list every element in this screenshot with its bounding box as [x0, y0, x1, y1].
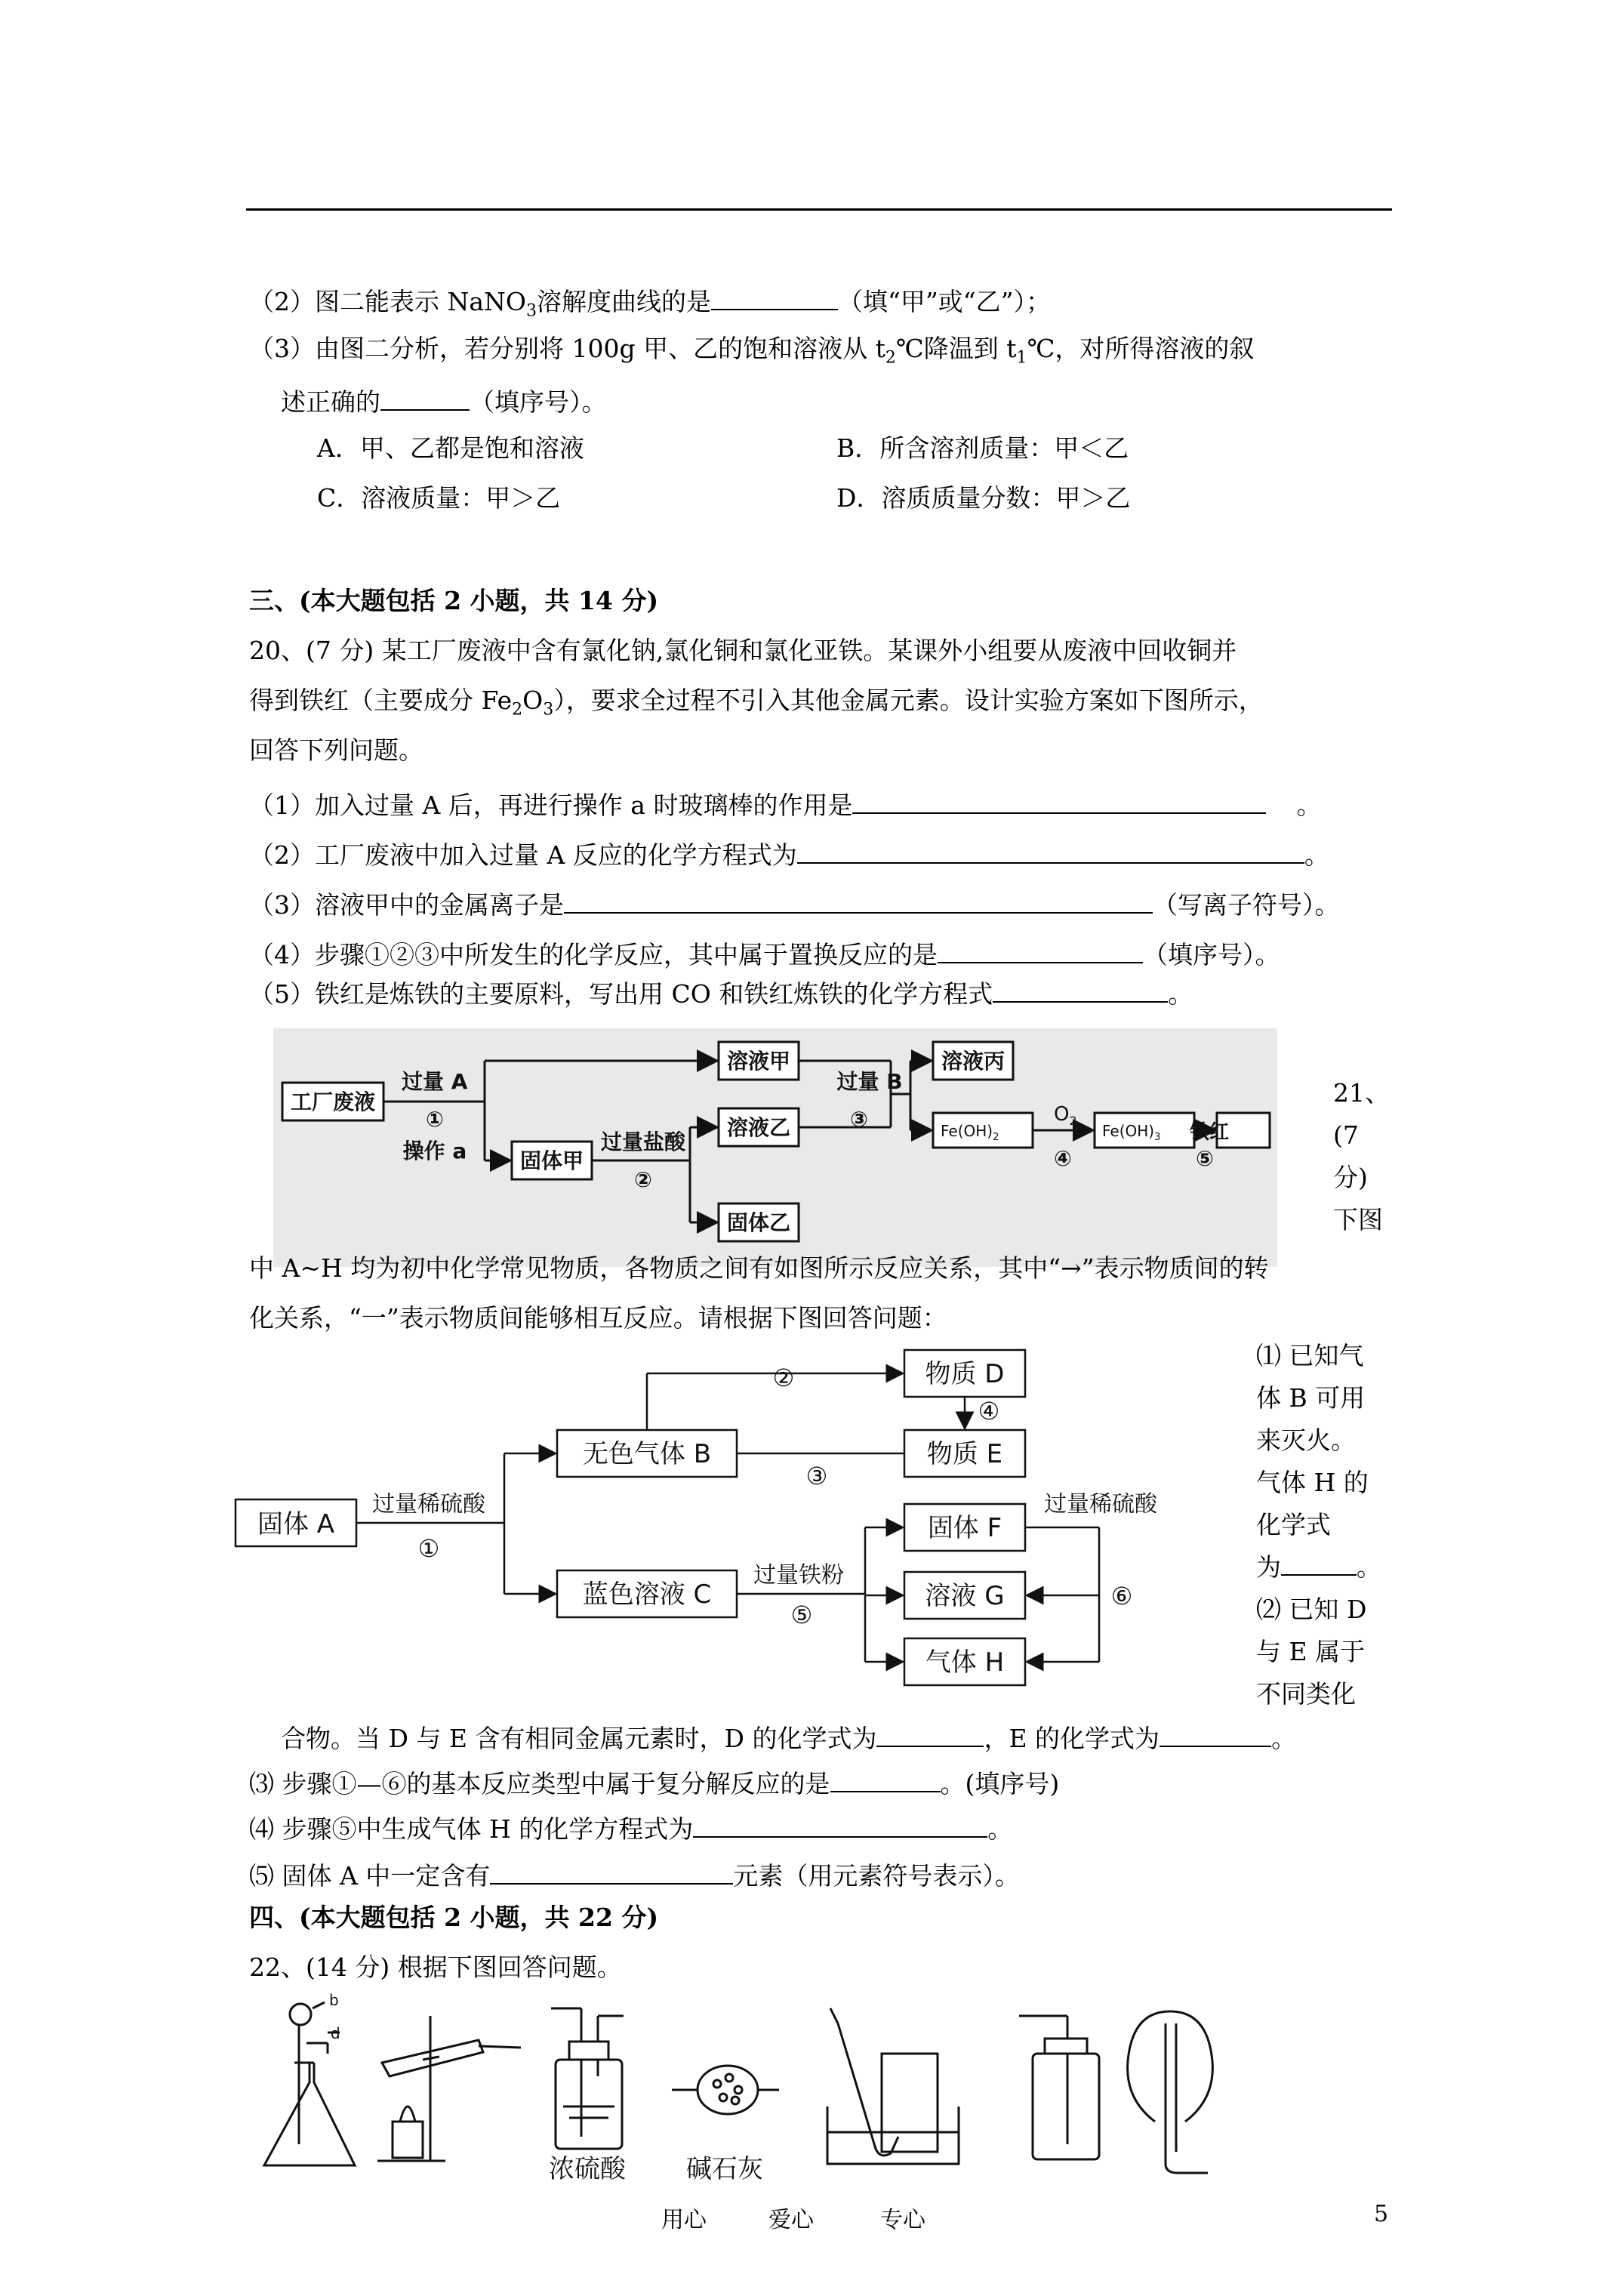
- q20-sub5: （5）铁红是炼铁的主要原料，写出用 CO 和铁红炼铁的化学方程式 。: [249, 974, 1193, 1011]
- water-trough-apparatus: [827, 2008, 959, 2164]
- option-b: B．所含溶剂质量：甲＜乙: [836, 433, 1129, 463]
- label-step-3: ③: [850, 1107, 868, 1132]
- label-step-3: ③: [805, 1462, 828, 1490]
- label-sol-yi: 溶液乙: [726, 1115, 791, 1140]
- label-mat-d: 物质 D: [925, 1359, 1005, 1389]
- label-step-5: ⑤: [1196, 1146, 1214, 1171]
- label-o2: $O_2$: [1054, 1103, 1077, 1128]
- section-3-heading: 三、(本大题包括 2 小题，共 14 分): [249, 586, 659, 615]
- answer-blank[interactable]: [830, 1764, 941, 1792]
- label-excess-fe: 过量铁粉: [753, 1562, 844, 1589]
- label-solid-a: 固体 A: [257, 1509, 335, 1539]
- q21-sub3: ⑶ 步骤①—⑥的基本反应类型中属于复分解反应的是 。(填序号): [249, 1764, 1059, 1801]
- label-waste: 工厂废液: [290, 1089, 376, 1114]
- label-gas-b: 无色气体 B: [582, 1439, 712, 1469]
- label-step-2: ②: [772, 1364, 795, 1392]
- q19-part3: （3）由图二分析，若分别将 100g 甲、乙的饱和溶液从 $t_2℃$降温到 $t_1℃$，对所得溶液的叙: [249, 334, 1255, 368]
- q21-side-number: 21、 (7 分) 下图: [1333, 1078, 1390, 1234]
- label-dil-h2so4-b: 过量稀硫酸: [1044, 1491, 1157, 1518]
- answer-blank[interactable]: [993, 974, 1168, 1003]
- answer-blank[interactable]: [797, 835, 1304, 864]
- label-feoh2: $Fe(OH)_2$: [941, 1122, 999, 1143]
- footer-yongxin: 用心: [661, 2207, 707, 2233]
- q20-sub2: （2）工厂废液中加入过量 A 反应的化学方程式为 。: [249, 835, 1329, 872]
- q21-sub4: ⑷ 步骤⑤中生成气体 H 的化学方程式为 。: [249, 1809, 1012, 1846]
- label-step-1: ①: [417, 1534, 440, 1563]
- answer-blank[interactable]: [1160, 1718, 1271, 1747]
- conical-flask-apparatus: [264, 2002, 355, 2165]
- q20-line1: 20、(7 分) 某工厂废液中含有氯化钠,氯化铜和氯化亚铁。某课外小组要从废液中回收铜并: [249, 636, 1237, 665]
- answer-blank[interactable]: [876, 1718, 984, 1747]
- q21-line1: 中 A~H 均为初中化学常见物质，各物质之间有如图所示反应关系，其中“→”表示物质间的转: [249, 1253, 1269, 1283]
- wash-bottle-conc-h2so4: [551, 2008, 624, 2149]
- label-excess-b: 过量 B: [836, 1069, 903, 1094]
- answer-blank[interactable]: [693, 1809, 987, 1838]
- q19-part2: （2）图二能表示 NaNO$_3$溶解度曲线的是 （填“甲”或“乙”）；: [249, 282, 1051, 328]
- label-excess-hcl: 过量盐酸: [600, 1130, 686, 1154]
- label-step-5: ⑤: [790, 1601, 813, 1629]
- footer-aixin: 爱心: [768, 2207, 814, 2233]
- q20-line3: 回答下列问题。: [249, 735, 423, 765]
- label-blue-c: 蓝色溶液 C: [582, 1579, 712, 1610]
- label-conc-h2so4: 浓硫酸: [549, 2154, 626, 2182]
- q21-side-part2: ⑵ 已知 D 与 E 属于 不同类化: [1256, 1595, 1367, 1709]
- option-d: D．溶质质量分数：甲＞乙: [836, 483, 1131, 513]
- answer-blank[interactable]: [490, 1856, 733, 1885]
- bulb-apparatus: [1128, 2011, 1213, 2173]
- q19-part3-cont: 述正确的 （填序号）。: [281, 382, 607, 419]
- label-solid-jia: 固体甲: [519, 1148, 584, 1173]
- answer-blank[interactable]: [564, 885, 1153, 914]
- label-dil-h2so4: 过量稀硫酸: [372, 1491, 485, 1518]
- label-sol-bing: 溶液丙: [941, 1049, 1006, 1074]
- option-a: A．甲、乙都是饱和溶液: [317, 433, 584, 463]
- answer-blank[interactable]: [852, 785, 1266, 814]
- collection-bottle: [1019, 2016, 1099, 2159]
- label-step-1: ①: [426, 1107, 444, 1132]
- drying-tube-soda-lime: [672, 2066, 779, 2114]
- label-gas-h: 气体 H: [925, 1647, 1005, 1678]
- section-4-heading: 四、(本大题包括 2 小题，共 22 分): [249, 1903, 659, 1932]
- label-soda-lime: 碱石灰: [686, 2154, 763, 2182]
- label-step-6: ⑥: [1110, 1582, 1133, 1610]
- answer-blank[interactable]: [711, 282, 838, 310]
- label-d: d: [331, 2024, 340, 2042]
- q20-sub4: （4）步骤①②③中所发生的化学反应，其中属于置换反应的是 （填序号）。: [249, 935, 1280, 972]
- label-tiehong: 铁红: [1189, 1121, 1230, 1144]
- q21-side-part1: ⑴ 已知气 体 B 可用 来灭火。 气体 H 的 化学式 为 。: [1256, 1341, 1381, 1582]
- q21-line3: 合物。当 D 与 E 含有相同金属元素时，D 的化学式为 ，E 的化学式为 。: [281, 1718, 1296, 1755]
- answer-blank[interactable]: [380, 382, 470, 411]
- label-solid-f: 固体 F: [927, 1513, 1002, 1543]
- footer-zhuanxin: 专心: [880, 2207, 925, 2233]
- q21-line2: 化关系，“一”表示物质间能够相互反应。请根据下图回答问题：: [249, 1303, 947, 1333]
- label-operation-a: 操作 a: [402, 1139, 467, 1163]
- header-rule: [246, 208, 1392, 211]
- label-feoh3: $Fe(OH)_3$: [1102, 1122, 1161, 1143]
- answer-blank[interactable]: [1281, 1547, 1357, 1576]
- q20-line2: 得到铁红（主要成分 $Fe_2O_3$），要求全过程不引入其他金属元素。设计实验方案如下图所示，: [249, 686, 1264, 720]
- q21-sub5: ⑸ 固体 A 中一定含有 元素（用元素符号表示）。: [249, 1856, 1020, 1893]
- label-sol-g: 溶液 G: [925, 1581, 1005, 1611]
- option-c: C．溶液质量：甲＞乙: [317, 483, 561, 513]
- q20-sub1: （1）加入过量 A 后，再进行操作 a 时玻璃棒的作用是 。: [249, 785, 1321, 822]
- flowchart-iron-red: [273, 1028, 1277, 1267]
- label-b: b: [329, 1993, 339, 2009]
- label-sol-jia: 溶液甲: [726, 1049, 791, 1074]
- label-solid-yi: 固体乙: [726, 1210, 791, 1235]
- heating-tube-apparatus: [377, 2016, 521, 2161]
- label-step-4: ④: [1054, 1146, 1072, 1171]
- flowchart-a-to-h: [231, 1344, 1212, 1691]
- label-excess-a: 过量 A: [402, 1069, 468, 1094]
- answer-blank[interactable]: [938, 935, 1143, 963]
- label-step-2: ②: [634, 1167, 652, 1192]
- q20-sub3: （3）溶液甲中的金属离子是 （写离子符号）。: [249, 885, 1340, 922]
- page-number: 5: [1374, 2201, 1389, 2227]
- label-mat-e: 物质 E: [926, 1439, 1003, 1469]
- apparatus-figure: [249, 1993, 1230, 2182]
- label-step-4: ④: [978, 1397, 1000, 1425]
- q22-line1: 22、(14 分) 根据下图回答问题。: [249, 1952, 622, 1982]
